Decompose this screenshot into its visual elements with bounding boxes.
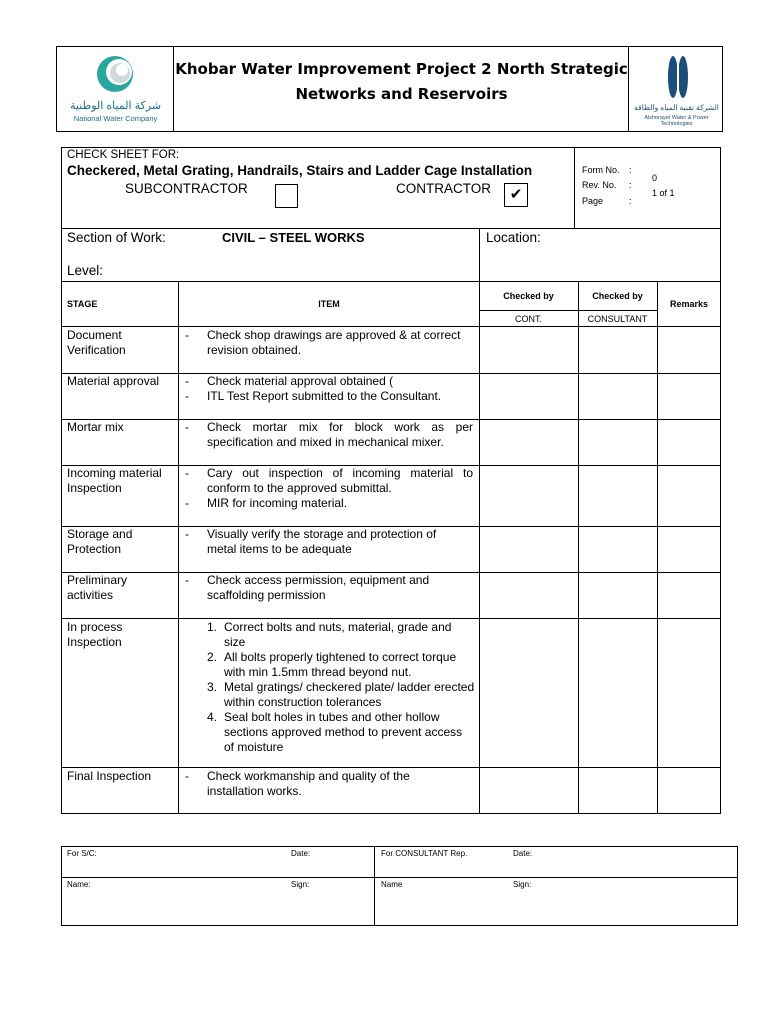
water-power-technologies-arabic-name: الشركة تقنية المياه والطاقة — [634, 103, 719, 112]
remarks-header: Remarks — [669, 299, 709, 309]
stage-cell: Final Inspection — [67, 769, 152, 783]
national-water-company-logo-cell — [57, 47, 174, 131]
for-sc-label: For S/C: — [67, 849, 97, 858]
water-power-technologies-logo-icon — [663, 53, 693, 101]
stage-cell: Storage and Protection — [67, 527, 133, 556]
stage-cell: Document Verification — [67, 328, 126, 357]
checked-by-cont-header: Checked by — [503, 291, 554, 301]
check-sheet-title: Checkered, Metal Grating, Handrails, Stairs and Ladder Cage Installation — [67, 163, 533, 178]
document-header — [56, 46, 723, 132]
item-text: All bolts properly tightened to correct torque with min 1.5mm thread beyond nut. — [224, 650, 457, 679]
item-text: - Visually verify the storage and protection of metal items to be adequate — [185, 527, 455, 557]
stage-cell: Mortar mix — [67, 420, 124, 434]
numbered-item — [179, 710, 475, 755]
item-cell — [185, 420, 473, 450]
level-label: Level: — [67, 263, 104, 278]
sc-sign-label: Sign: — [291, 880, 310, 889]
rev-no-colon: : — [629, 180, 632, 190]
check-sheet-for-label: CHECK SHEET FOR: — [67, 149, 180, 161]
subcontractor-checkbox[interactable] — [275, 184, 298, 208]
project-title — [174, 57, 629, 107]
form-no-label: Form No. — [582, 165, 620, 175]
item-number: 1. — [207, 620, 218, 634]
national-water-company-arabic-name: شركة المياه الوطنية — [69, 100, 162, 112]
item-text: - Check shop drawings are approved & at correct revision obtained. — [185, 328, 473, 358]
item-text: - Check mortar mix for block work as per specification and mixed in mechanical mixer. — [185, 420, 473, 450]
national-water-company-logo-icon — [95, 54, 135, 94]
numbered-item — [179, 680, 475, 710]
contractor-label: CONTRACTOR — [396, 181, 492, 196]
checked-by-consultant-header: Checked by — [592, 291, 643, 301]
item-text: - ITL Test Report submitted to the Consultant. — [185, 389, 473, 404]
item-cell — [185, 573, 455, 603]
project-title-line2: Networks and Reservoirs — [295, 85, 508, 103]
item-text: - Cary out inspection of incoming material to conform to the approved submittal. — [185, 466, 473, 496]
consultant-date-label: Date: — [513, 849, 533, 858]
national-water-company-english-name: National Water Company — [73, 114, 158, 123]
cont-subheader: CONT. — [515, 314, 542, 324]
item-header: ITEM — [318, 299, 340, 309]
item-cell — [185, 769, 455, 799]
section-of-work-value: CIVIL – STEEL WORKS — [222, 230, 365, 245]
location-label: Location: — [486, 230, 541, 245]
water-power-technologies-english-name: Alshorayet Water & Power Technologies — [644, 115, 709, 127]
item-number: 2. — [207, 650, 218, 664]
item-text: - Check material approval obtained ( — [185, 374, 473, 389]
numbered-item — [179, 620, 475, 650]
item-cell — [179, 620, 475, 755]
project-title-line1: Khobar Water Improvement Project 2 North Strategic — [175, 60, 628, 78]
sc-date-label: Date: — [291, 849, 311, 858]
rev-no-value: 0 — [652, 173, 658, 183]
project-title-cell — [174, 47, 629, 131]
sc-name-label: Name: — [67, 880, 91, 889]
form-no-colon: : — [629, 165, 632, 175]
item-text: - Check access permission, equipment and scaffolding permission — [185, 573, 455, 603]
item-text: Metal gratings/ checkered plate/ ladder erected within construction tolerances — [224, 680, 475, 709]
item-number: 4. — [207, 710, 218, 724]
page-value: 1 of 1 — [652, 188, 675, 198]
numbered-item — [179, 650, 475, 680]
item-cell — [185, 466, 473, 511]
stage-header: STAGE — [67, 299, 98, 309]
stage-cell: In process Inspection — [67, 620, 123, 649]
subcontractor-label: SUBCONTRACTOR — [125, 181, 248, 196]
item-cell — [185, 374, 473, 404]
item-text: Seal bolt holes in tubes and other hollow sections approved method to prevent access of moisture — [224, 710, 463, 754]
for-consultant-label: For CONSULTANT Rep. — [381, 849, 468, 858]
section-of-work-label: Section of Work: — [67, 230, 166, 245]
item-text: - MIR for incoming material. — [185, 496, 473, 511]
stage-cell: Preliminary activities — [67, 573, 128, 602]
rev-no-label: Rev. No. — [582, 180, 617, 190]
page-label: Page — [582, 196, 604, 206]
item-text: - Check workmanship and quality of the installation works. — [185, 769, 455, 799]
item-cell — [185, 328, 473, 358]
item-text: Correct bolts and nuts, material, grade and size — [224, 620, 452, 649]
consultant-subheader: CONSULTANT — [587, 314, 648, 324]
consultant-name-label: Name — [381, 880, 403, 889]
item-number: 3. — [207, 680, 218, 694]
page-colon: : — [629, 196, 632, 206]
stage-cell: Material approval — [67, 374, 160, 388]
item-cell — [185, 527, 455, 557]
stage-cell: Incoming material Inspection — [67, 466, 162, 495]
contractor-checkbox[interactable]: ✔ — [504, 183, 528, 207]
consultant-sign-label: Sign: — [513, 880, 532, 889]
